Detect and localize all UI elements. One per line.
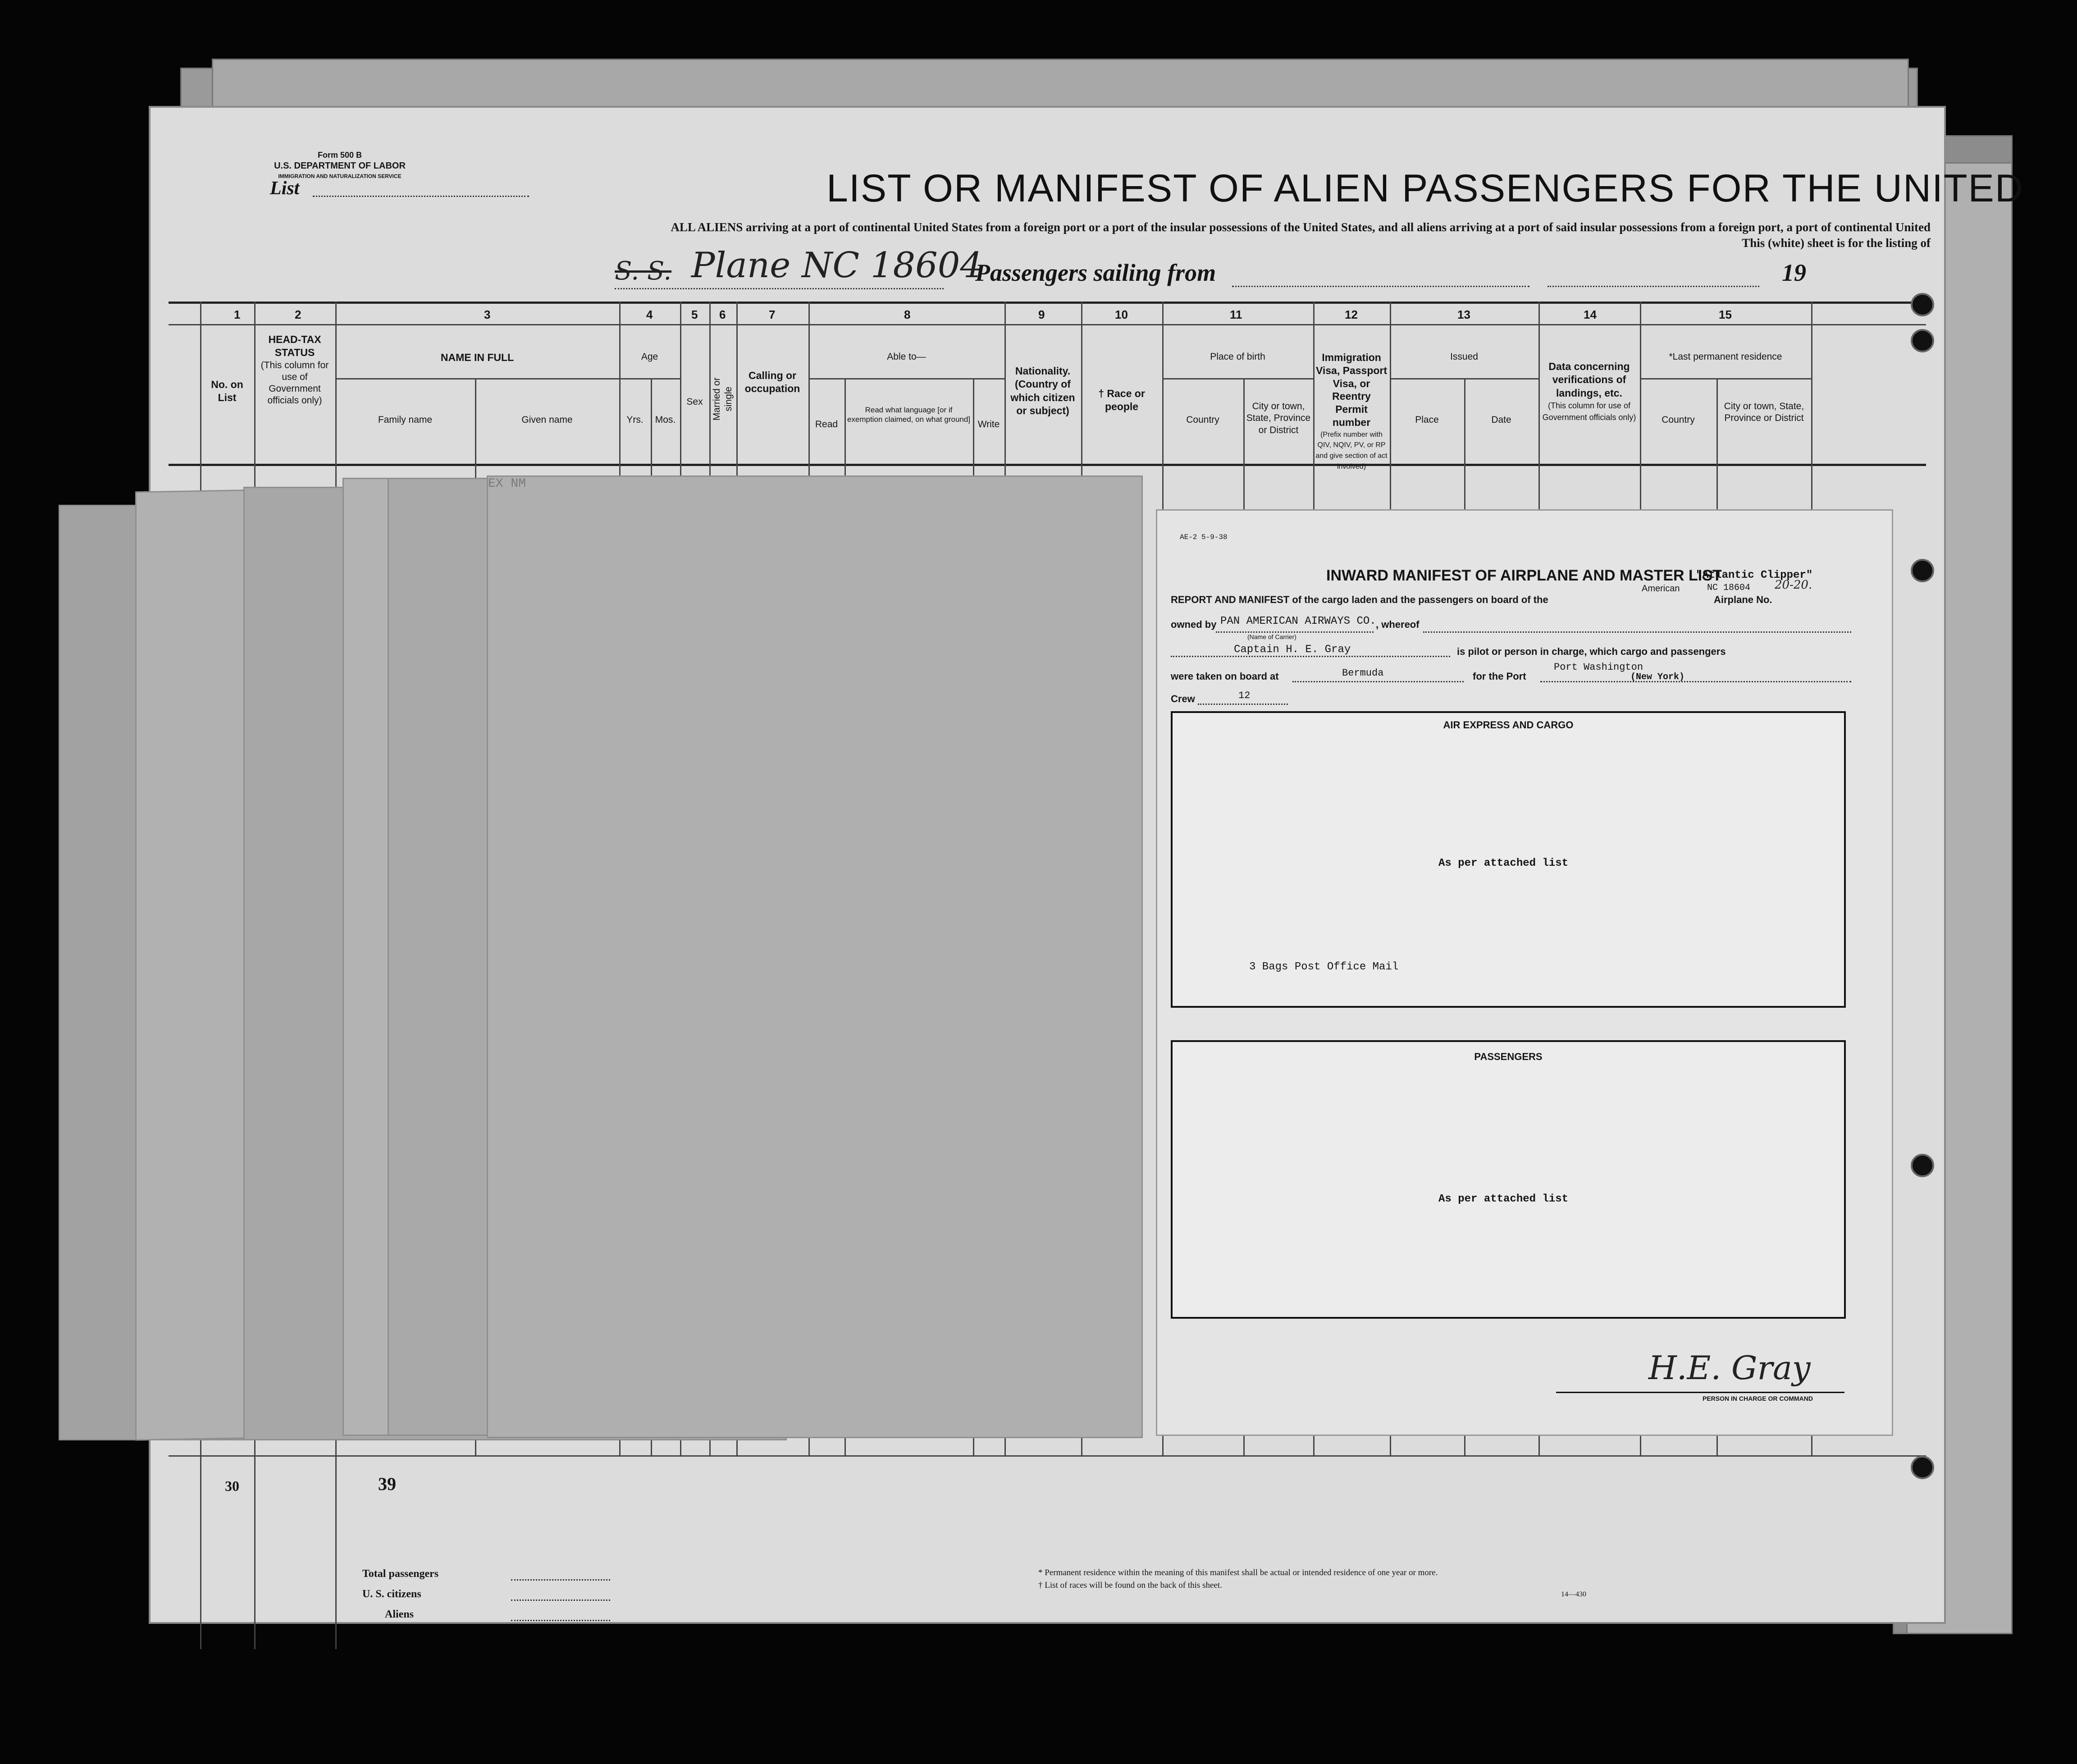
col-date: Date xyxy=(1491,415,1511,425)
department: U.S. DEPARTMENT OF LABOR xyxy=(274,161,406,171)
col-data-verifications: Data concerning verifications of landings, etc. xyxy=(1548,361,1630,399)
col-family-name: Family name xyxy=(378,415,433,425)
col-nationality: Nationality. (Country of which citizen or subject) xyxy=(1010,365,1075,416)
handwritten-39: 39 xyxy=(378,1474,396,1494)
aliens-line xyxy=(511,1620,610,1621)
col-immigration-visa: Immigration Visa, Passport Visa, or Reentry Permit number xyxy=(1315,352,1388,428)
col-given-name: Given name xyxy=(521,415,573,425)
inward-carrier-caption: (Name of Carrier) xyxy=(1247,633,1296,640)
subtitle: ALL ALIENS arriving at a port of continental United States from a foreign port or a port of the insular possessions of the United States, and all aliens arriving at a port of said insular possessions from a foreign port, a port of continental United xyxy=(671,220,1931,234)
colnum-10: 10 xyxy=(1115,308,1128,321)
sub-rule xyxy=(1390,378,1538,379)
colnum-3: 3 xyxy=(484,308,491,321)
inward-crew: 12 xyxy=(1238,690,1251,701)
aliens-label: Aliens xyxy=(385,1609,414,1620)
sailing-line xyxy=(1232,286,1529,287)
colnum-13: 13 xyxy=(1457,308,1470,321)
total-passengers-label: Total passengers xyxy=(362,1568,439,1580)
inward-form-code: AE-2 5-9-38 xyxy=(1180,533,1228,541)
cargo-mail: 3 Bags Post Office Mail xyxy=(1249,961,1399,973)
binder-hole xyxy=(1911,1154,1934,1177)
passengers-list: As per attached list xyxy=(1438,1193,1569,1205)
colnum-7: 7 xyxy=(769,308,776,321)
inward-airplane-no: NC 18604 xyxy=(1707,583,1751,593)
citizens-line xyxy=(511,1599,610,1601)
row-30-number: 30 xyxy=(225,1478,239,1494)
sub-rule xyxy=(335,378,619,379)
footer-rule xyxy=(169,1455,1926,1457)
colnum-6: 6 xyxy=(719,308,726,321)
passengers-box xyxy=(1171,1040,1846,1319)
col-issued: Issued xyxy=(1450,352,1478,362)
colnum-8: 8 xyxy=(904,308,911,321)
col-able-to: Able to— xyxy=(887,352,926,362)
inward-captain: Captain H. E. Gray xyxy=(1234,644,1351,656)
form-code: 14—430 xyxy=(1561,1590,1586,1598)
col-city-town: City or town, State, Province or District xyxy=(1246,401,1311,435)
folded-sheet xyxy=(487,475,1143,1438)
col-read: Read xyxy=(815,419,838,430)
subtitle-2: This (white) sheet is for the listing of xyxy=(1742,236,1931,250)
sailing-label: Passengers sailing from xyxy=(975,259,1216,286)
inward-for-port: Port Washington xyxy=(1554,662,1643,673)
colnum-14: 14 xyxy=(1584,308,1597,321)
total-line xyxy=(511,1579,610,1581)
inward-taken-line xyxy=(1292,681,1464,682)
col-yrs: Yrs. xyxy=(626,415,644,425)
sub-rule xyxy=(619,378,680,379)
colnum-9: 9 xyxy=(1038,308,1045,321)
overlay-label: EX NM xyxy=(488,477,526,491)
ss-handwritten: Plane NC 18604 xyxy=(691,245,982,286)
inward-whereof-line xyxy=(1423,631,1851,633)
inward-for-port-text: for the Port xyxy=(1473,671,1526,682)
inward-handwritten-date: 20-20. xyxy=(1775,578,1812,592)
sub-rule xyxy=(1162,378,1313,379)
footnote-1: * Permanent residence within the meaning of this manifest shall be actual or intended residence of one year or more. xyxy=(1038,1568,1438,1577)
col-head-tax-note: (This column for use of Government officials only) xyxy=(260,360,329,406)
inward-crew-label: Crew xyxy=(1171,693,1195,704)
ss-label: S. S. xyxy=(615,256,672,286)
inward-whereof: , whereof xyxy=(1376,619,1420,630)
signature-line xyxy=(1556,1392,1844,1393)
date-line xyxy=(1547,286,1759,287)
inward-report-text: REPORT AND MANIFEST of the cargo laden and the passengers on board of the xyxy=(1171,594,1548,605)
col-age: Age xyxy=(641,352,658,362)
inward-captain-line xyxy=(1171,656,1450,657)
cargo-title: AIR EXPRESS AND CARGO xyxy=(1443,719,1574,731)
inward-taken-text: were taken on board at xyxy=(1171,671,1279,682)
service: IMMIGRATION AND NATURALIZATION SERVICE xyxy=(278,173,402,179)
inward-title: INWARD MANIFEST OF AIRPLANE AND MASTER LIST xyxy=(1326,567,1722,584)
col-calling: Calling or occupation xyxy=(744,370,800,395)
col-married: Married or single xyxy=(711,377,734,421)
us-citizens-label: U. S. citizens xyxy=(362,1588,421,1600)
passengers-title: PASSENGERS xyxy=(1474,1051,1543,1062)
col-country-15: Country xyxy=(1662,415,1695,425)
cargo-box xyxy=(1171,711,1846,1008)
header-rule xyxy=(169,464,1926,466)
inward-owner: PAN AMERICAN AIRWAYS CO. xyxy=(1220,615,1376,627)
col-race: † Race or people xyxy=(1098,388,1145,413)
binder-hole xyxy=(1911,1456,1934,1479)
inward-clipper: "Atlantic Clipper" xyxy=(1696,569,1813,581)
year-label: 19 xyxy=(1782,259,1806,286)
col-city-town-15: City or town, State, Province or District xyxy=(1724,401,1804,424)
colnum-2: 2 xyxy=(295,308,301,321)
colnum-15: 15 xyxy=(1719,308,1732,321)
inward-manifest xyxy=(1156,509,1893,1436)
col-head-tax: HEAD-TAX STATUS xyxy=(268,334,321,359)
inward-crew-line xyxy=(1198,704,1288,705)
inward-owned-by-label: owned by xyxy=(1171,619,1217,630)
col-last-residence: *Last permanent residence xyxy=(1669,352,1782,362)
col-country: Country xyxy=(1186,415,1219,425)
sub-rule xyxy=(1640,378,1811,379)
colnum-5: 5 xyxy=(691,308,698,321)
col-no-on-list: No. on List xyxy=(211,379,243,404)
inward-nationality: American xyxy=(1642,584,1680,594)
colnum-11: 11 xyxy=(1230,308,1242,321)
binder-hole xyxy=(1911,293,1934,316)
inward-pilot-text: is pilot or person in charge, which cargo and passengers xyxy=(1457,646,1726,657)
inward-taken-place: Bermuda xyxy=(1342,667,1384,679)
col-place-of-birth: Place of birth xyxy=(1210,352,1265,362)
header-rule xyxy=(169,324,1926,325)
col-name-in-full: NAME IN FULL xyxy=(440,352,514,363)
col-read-language: Read what language [or if exemption claimed, on what ground] xyxy=(847,406,971,424)
inward-airplane-no-label: Airplane No. xyxy=(1714,594,1772,605)
page-title: LIST OR MANIFEST OF ALIEN PASSENGERS FOR THE UNITED xyxy=(826,167,2024,210)
binder-hole xyxy=(1911,559,1934,582)
col-mos: Mos. xyxy=(655,415,676,425)
signature-caption: PERSON IN CHARGE OR COMMAND xyxy=(1703,1395,1813,1402)
form-number: Form 500 B xyxy=(317,151,362,160)
signature: H.E. Gray xyxy=(1648,1349,1811,1387)
colnum-12: 12 xyxy=(1345,308,1358,321)
col-data-verifications-note: (This column for use of Government officials only) xyxy=(1542,401,1636,422)
header-rule xyxy=(169,302,1926,304)
col-write: Write xyxy=(977,419,1000,430)
col-place: Place xyxy=(1415,415,1439,425)
list-line xyxy=(313,196,529,197)
sub-rule xyxy=(808,378,1004,379)
col-immigration-visa-note: (Prefix number with QIV, NQIV, PV, or RP and give section of act involved) xyxy=(1315,430,1388,471)
colnum-1: 1 xyxy=(234,308,241,321)
list-label: List xyxy=(270,178,300,199)
inward-state: (New York) xyxy=(1630,672,1685,682)
inward-owner-line xyxy=(1216,631,1374,633)
inward-port-line xyxy=(1540,681,1851,682)
binder-hole xyxy=(1911,329,1934,352)
ss-line xyxy=(615,288,944,289)
footnote-2: † List of races will be found on the back of this sheet. xyxy=(1038,1581,1222,1590)
colnum-4: 4 xyxy=(646,308,653,321)
col-sex: Sex xyxy=(686,397,703,407)
cargo-list: As per attached list xyxy=(1438,857,1569,869)
